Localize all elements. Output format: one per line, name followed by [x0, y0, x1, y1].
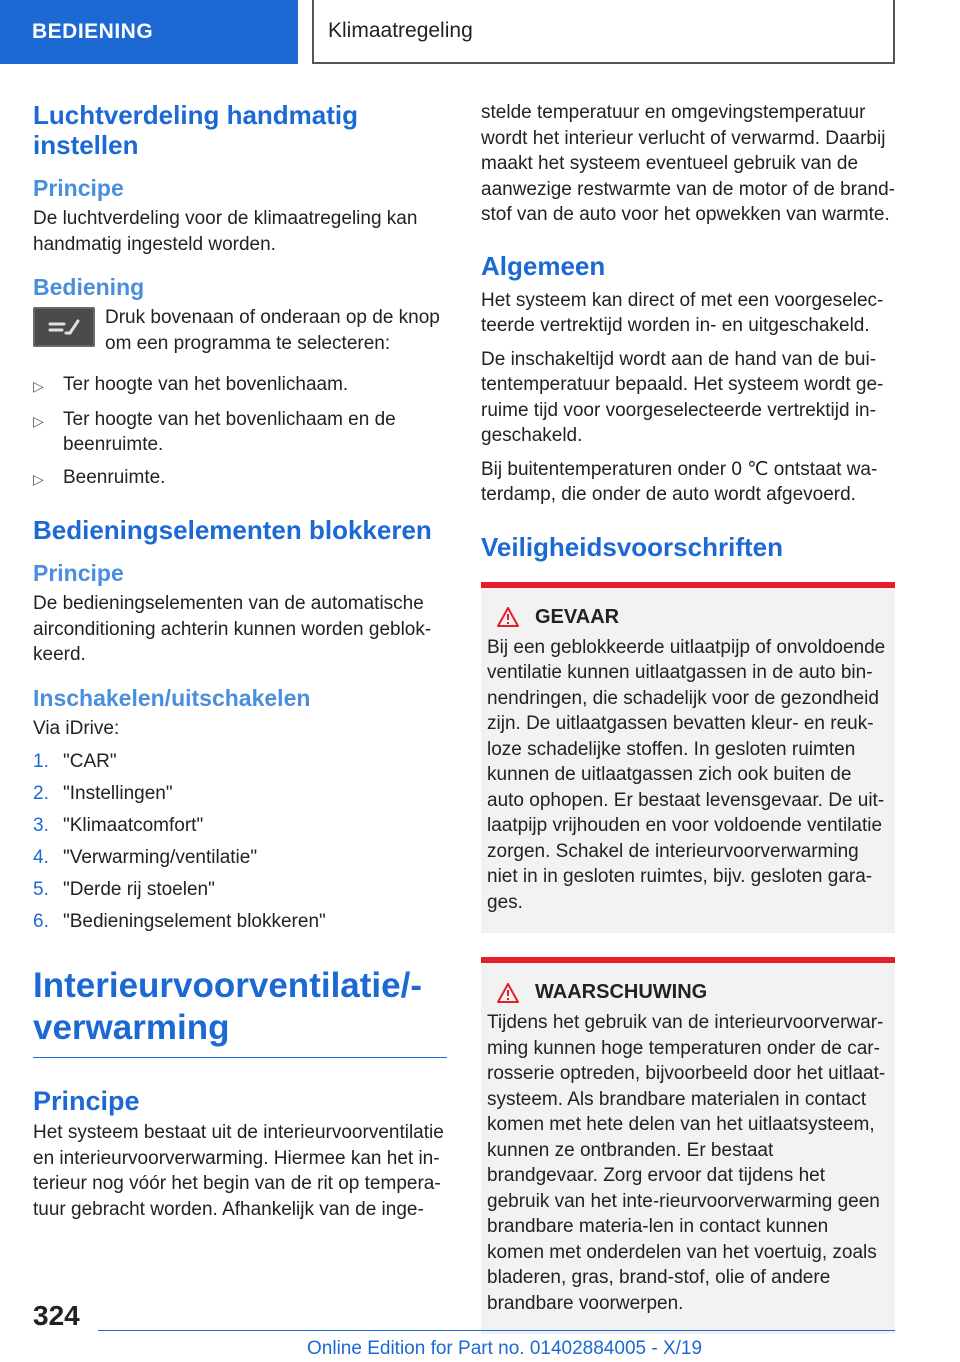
heading-algemeen: Algemeen: [481, 250, 606, 281]
text-continued: stelde temperatuur en omgevingstemperatuur wordt het interieur verlucht of verwarmd. Daarbij maakt het systeem eventueel gebruik van de aanwezige restwarmte van de motor of de brand-stof van de auto voor het opwekken van warmte.: [481, 102, 895, 225]
step-text: "CAR": [63, 751, 117, 772]
step-text: "Bedieningselement blokkeren": [63, 911, 326, 932]
step-text: "Verwarming/ventilatie": [63, 847, 258, 868]
text-bediening: Druk bovenaan of onderaan op de knop om een programma te selecteren:: [105, 307, 440, 354]
step-text: "Instellingen": [63, 783, 173, 804]
step-number: 5.: [33, 879, 49, 900]
heading-bediening: Bediening: [33, 274, 145, 300]
footer-edition: Online Edition for Part no. 01402884005 - X/19: [307, 1338, 703, 1359]
list-item: [33, 465, 447, 493]
list-item-text: Ter hoogte van het bovenlichaam en de beenruimte.: [63, 408, 396, 455]
step-item: [33, 845, 447, 871]
warning-box: [481, 957, 895, 1334]
triangle-right-icon: ▷: [33, 470, 44, 487]
heading-principe-1: Principe: [33, 175, 124, 201]
heading-principe-3: Principe: [33, 1086, 140, 1116]
header-section-label: BEDIENING: [32, 20, 154, 43]
step-number: 6.: [33, 911, 49, 932]
footer-divider: [98, 1330, 895, 1331]
step-text: "Klimaatcomfort": [63, 815, 204, 836]
warning-title-row: [487, 981, 887, 1004]
danger-title-row: [487, 606, 887, 629]
danger-title: GEVAAR: [535, 605, 620, 628]
step-number: 3.: [33, 815, 49, 836]
bediening-row: [33, 305, 447, 356]
text-principe-2: De bedieningselementen van de automatische airconditioning achterin kunnen worden geblok-keerd.: [33, 593, 432, 665]
list-item: [33, 372, 447, 400]
heading-luchtverdeling: Luchtverdeling handmatig instellen: [33, 100, 359, 160]
text-principe-3: Het systeem bestaat uit de interieurvoorventilatie en interieurvoorverwarming. Hiermee kan het in-terieur nog vóór het begin van de rit op tempera-tuur gebracht worden. Afhankelijk van de inge-: [33, 1122, 444, 1220]
text-algemeen-3: Bij buitentemperaturen onder 0 ℃ ontstaat wa-terdamp, die onder de auto wordt afgevoerd.: [481, 458, 878, 505]
right-column: [481, 100, 895, 1334]
left-column: [33, 100, 447, 1222]
triangle-right-icon: ▷: [33, 378, 44, 394]
header-section-tab: [0, 0, 298, 64]
step-item: [33, 749, 447, 775]
step-number: 1.: [33, 751, 49, 772]
header-chapter-label: Klimaatregeling: [328, 19, 473, 42]
air-distribution-button-icon: [33, 307, 95, 347]
step-number: 2.: [33, 783, 49, 804]
heading-principe-2: Principe: [33, 560, 124, 586]
heading-veiligheid: Veiligheidsvoorschriften: [481, 531, 783, 562]
triangle-right-icon: ▷: [33, 412, 44, 429]
danger-box: [481, 582, 895, 934]
list-item: [33, 407, 447, 458]
text-principe-1: De luchtverdeling voor de klimaatregeling kan handmatig ingesteld worden.: [33, 208, 418, 255]
text-algemeen-1: Het systeem kan direct of met een voorgeselec-teerde vertrektijd worden in- en uitgeschakeld.: [481, 289, 884, 336]
text-via-idrive: Via iDrive:: [33, 717, 120, 739]
list-item-text: Beenruimte.: [63, 466, 166, 488]
step-item: [33, 813, 447, 839]
list-item-text: Ter hoogte van het bovenlichaam.: [63, 374, 349, 395]
step-item: [33, 781, 447, 807]
heading-blokkeren: Bedieningselementen blokkeren: [33, 515, 432, 545]
warning-triangle-icon: [497, 607, 519, 627]
step-text: "Derde rij stoelen": [63, 879, 215, 900]
text-algemeen-2: De inschakeltijd wordt aan de hand van de bui-tentemperatuur bepaald. Het systeem wordt ge-ruime tijd voor voorgeselecteerde vertrektijd in-geschakeld.: [481, 348, 884, 446]
step-item: [33, 877, 447, 903]
heading-divider: [33, 1057, 447, 1058]
header-chapter-tab: [312, 0, 895, 64]
heading-interieur: Interieurvoorventilatie/-verwarming: [33, 966, 422, 1047]
page-number: 324: [33, 1300, 80, 1331]
warning-title: WAARSCHUWING: [535, 981, 708, 1003]
warning-triangle-icon: [497, 983, 519, 1003]
heading-inschakelen: Inschakelen/uitschakelen: [33, 684, 311, 711]
warning-text: Tijdens het gebruik van de interieurvoorverwar-ming kunnen hoge temperaturen onder de car-rosserie optreden, bijvoorbeeld door het uitlaat-systeem. Als brandbare materialen in contact komen met hete delen van het uitlaatsysteem, kunnen ze ontbranden. Er bestaat brandgevaar. Zorg ervoor dat tijdens het gebruik van het inte-rieurvoorverwarming geen brandbare materia-len in contact kunnen komen met onderdelen van het voertuig, zoals bladeren, gras, brand-stof, olie of andere brandbare voorwerpen.: [487, 1012, 886, 1314]
step-number: 4.: [33, 847, 49, 868]
step-item: [33, 909, 447, 935]
danger-text: Bij een geblokkeerde uitlaatpijp of onvoldoende ventilatie kunnen uitlaatgassen in de auto bin-nendringen, die schadelijk voor de gezondheid zijn. De uitlaatgassen bevatten kleur- en reuk-loze schadelijke stoffen. In gesloten ruimten kunnen de uitlaatgassen zich ook buiten de auto ophopen. Er bestaat levensgevaar. De uit-laatpijp vrijhouden en voor voldoende ventilatie zorgen. Schakel de interieurvoorverwarming niet in in gesloten ruimtes, bijv. gesloten gara-ges.: [487, 636, 886, 913]
